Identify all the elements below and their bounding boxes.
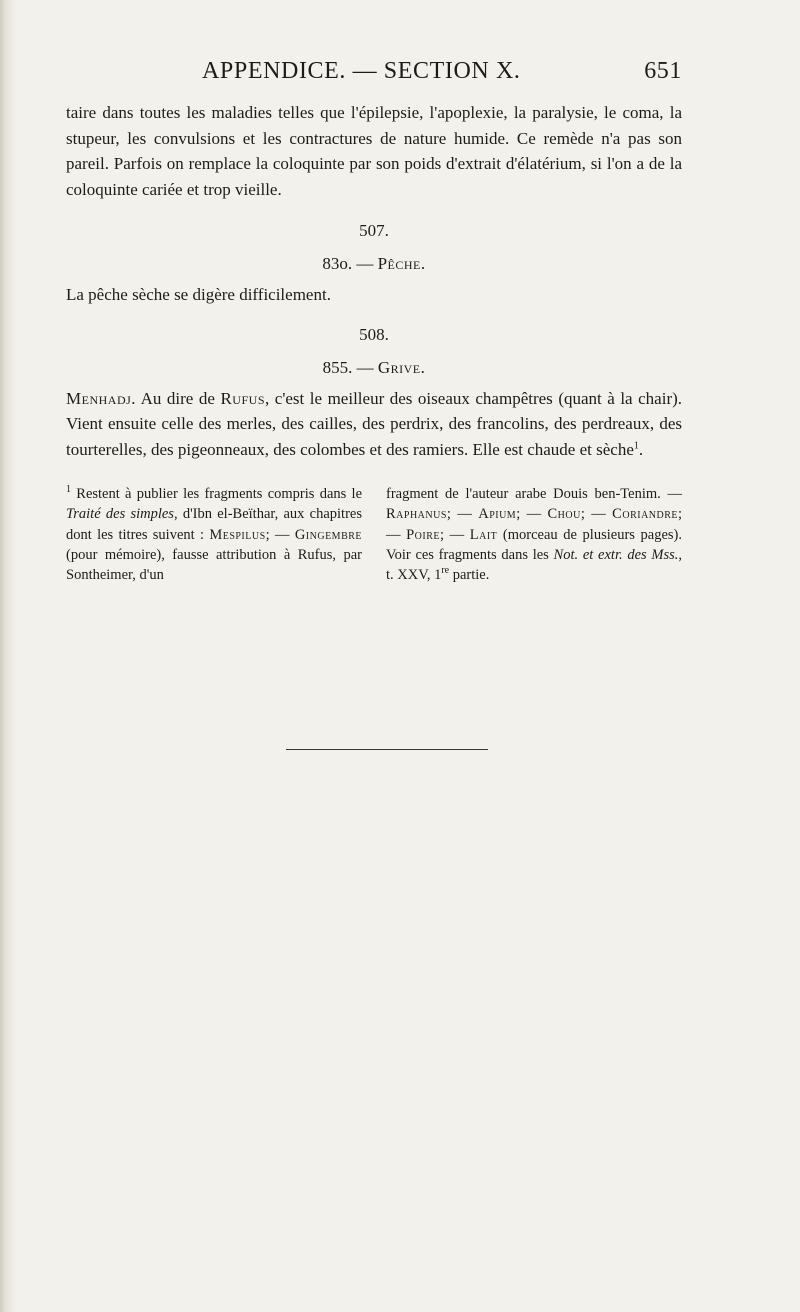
footnote-citation: Not. et extr. des Mss.: [553, 546, 679, 563]
entry-author-name: Rufus: [220, 388, 265, 408]
footnote-term: Poire: [406, 526, 441, 543]
footnote-column-left: [66, 484, 362, 585]
book-page: [66, 58, 682, 585]
entry-text: La pêche sèche se digère difficilement.: [66, 285, 331, 304]
footnote-term: Chou: [547, 506, 581, 523]
entry-text-part: Au dire de: [140, 388, 215, 408]
footnote-term: Gingembre: [294, 526, 363, 543]
footnote-marker: 1: [66, 484, 71, 496]
footnote-text: ; —: [265, 526, 290, 543]
footnote-text: ; —: [446, 506, 472, 523]
entry-text-part: , c'est le meilleur des oiseaux champêtres (quant à la chair). Vient ensuite celle des merles, des cailles, des perdrix, des francolins, des perdreaux, des tourterelles, des pigeonneaux, des colombes et des ramiers. Elle est chaude et sèche: [66, 388, 683, 459]
footnote-text: (morceau de plusieurs pages). Voir ces fragments dans les: [386, 526, 682, 563]
entry-heading-number: 83o. —: [322, 254, 374, 273]
footnote-term: Apium: [478, 506, 517, 523]
footnote-term: Coriandre: [612, 506, 679, 523]
entry-number: 507.: [359, 221, 389, 240]
footnote-text: ; —: [440, 526, 465, 543]
entry-number: 508.: [359, 324, 389, 344]
footnote-text: Restent à publier les fragments compris dans le: [76, 486, 363, 502]
footnote-reference: 1: [633, 439, 639, 451]
entry-heading: [66, 251, 682, 276]
footnote-text: , t. XXV, 1: [386, 546, 683, 584]
book-gutter-shadow: [0, 0, 16, 1312]
bottom-rule: [286, 749, 488, 750]
footnote-term: Raphanus: [386, 506, 447, 523]
running-title: APPENDICE. — SECTION X.: [202, 58, 521, 84]
entry-heading: [66, 355, 682, 380]
running-header: [66, 58, 682, 94]
entry-heading-name: Grive.: [377, 357, 426, 377]
footnote-column-right: [386, 484, 682, 585]
entry-heading-number: 855. —: [322, 357, 374, 377]
footnote-term: Mespilus: [209, 526, 266, 543]
footnote-block: [66, 484, 682, 585]
footnote-text: ; —: [580, 506, 606, 523]
footnote-text: ; —: [386, 506, 683, 543]
footnote-text: partie.: [452, 567, 490, 584]
footnote-superscript: re: [441, 565, 450, 577]
entry-text: [66, 386, 682, 463]
footnote-title: Traité des simples: [66, 506, 174, 523]
footnote-text: fragment de l'auteur arabe Douis ben-Tenim. —: [386, 486, 682, 502]
intro-paragraph: taire dans toutes les maladies telles que l'épilepsie, l'apoplexie, la paralysie, le coma, la stupeur, les convulsions et les contractures de nature humide. Ce remède n'a pas son pareil. Parfois on remplace la coloquinte par son poids d'extrait d'élatérium, si l'on a de la coloquinte cariée et trop vieille.: [66, 103, 682, 199]
footnote-text: , d'Ibn el-Beïthar, aux chapitres dont les titres suivent :: [66, 506, 362, 543]
page-number: 651: [644, 58, 682, 84]
footnote-term: Lait: [469, 526, 498, 543]
entry-heading-name: Pêche.: [377, 254, 426, 273]
footnote-text: ; —: [516, 506, 542, 523]
entry-text-end: .: [638, 439, 644, 459]
footnote-text: (pour mémoire), fausse attribution à Rufus, par Sontheimer, d'un: [66, 546, 362, 584]
entry-lead-name: Menhadj.: [66, 388, 137, 408]
